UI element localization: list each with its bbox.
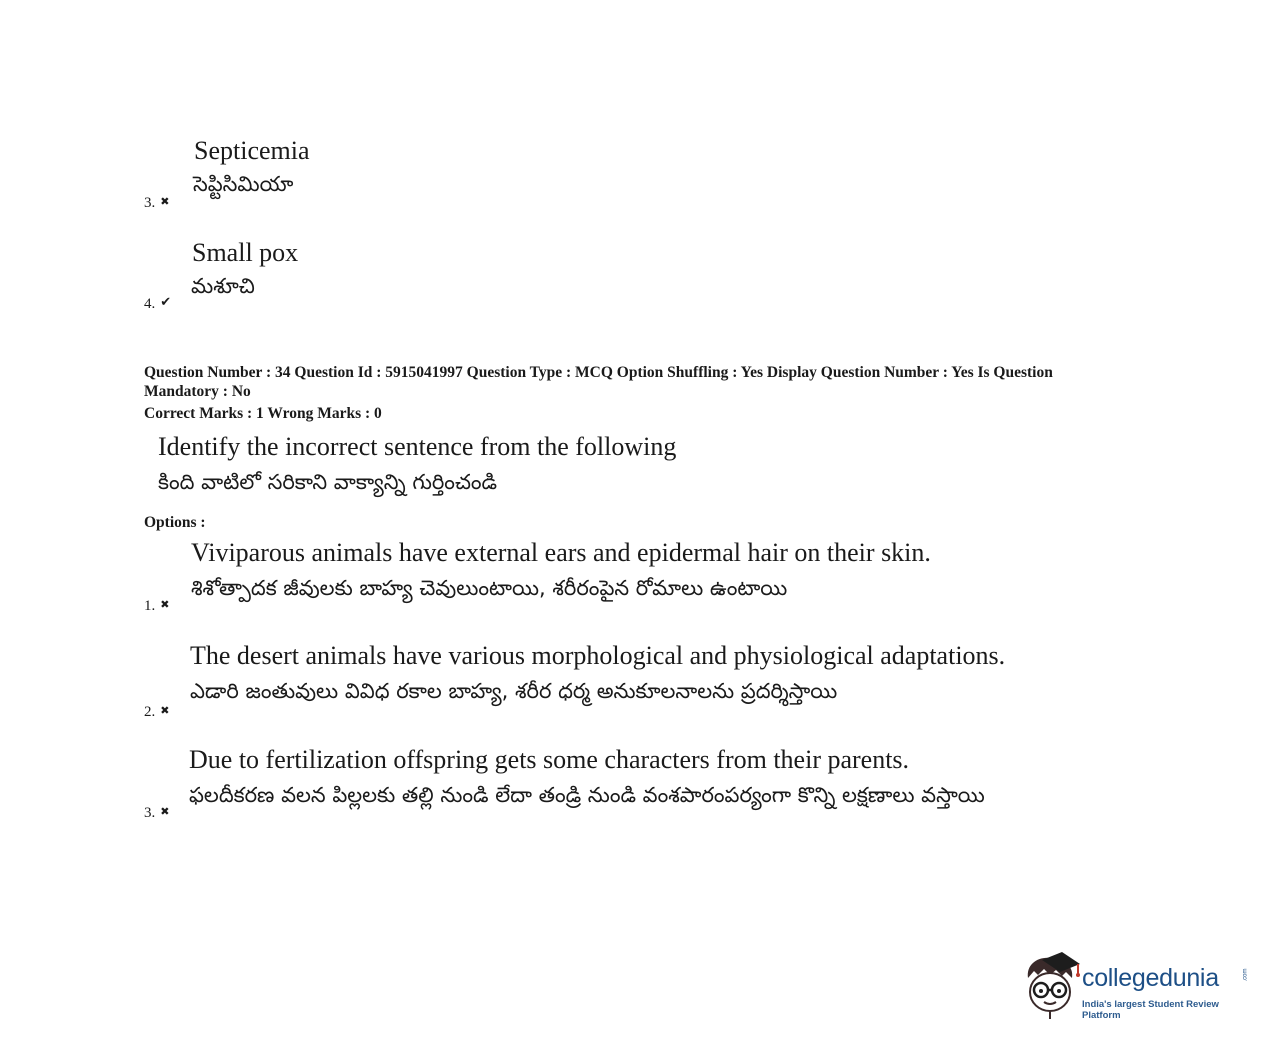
check-icon: ✔ — [160, 295, 172, 310]
cross-icon: ✖ — [160, 704, 170, 717]
prev-option-4-number: 4. — [144, 296, 156, 312]
prev-option-3-telugu: సెప్టిసిమియా — [193, 172, 294, 196]
question-marks: Correct Marks : 1 Wrong Marks : 0 — [144, 405, 382, 422]
prev-option-4-telugu: మశూచి — [191, 274, 255, 298]
option-3-english: Due to fertilization offspring gets some characters from their parents. — [189, 745, 910, 774]
option-1-telugu: శిశోత్పాదక జీవులకు బాహ్య చెవులుంటాయి, శరీరంపైన రోమాలు ఉంటాయి — [191, 576, 788, 600]
cross-icon: ✖ — [160, 598, 170, 611]
option-1-number-row — [144, 598, 169, 615]
cross-icon: ✖ — [160, 805, 170, 818]
mascot-icon — [1022, 950, 1082, 1022]
logo-tagline: India's largest Student Review Platform — [1082, 999, 1219, 1021]
prev-option-3-number-row — [144, 195, 169, 212]
prev-option-4-english: Small pox — [192, 238, 299, 267]
logo-name: collegedunia — [1082, 964, 1219, 992]
option-2-number: 2. — [144, 704, 156, 720]
collegedunia-logo — [1022, 950, 1252, 1022]
option-3-number: 3. — [144, 805, 156, 821]
prev-option-4-number-row — [144, 295, 171, 313]
option-3-telugu: ఫలదీకరణ వలన పిల్లలకు తల్లి నుండి లేదా తండ్రి నుండి వంశపారంపర్యంగా కొన్ని లక్షణాలు వస్తాయి — [189, 783, 985, 807]
question-meta-line2: Mandatory : No — [144, 383, 251, 400]
option-2-telugu: ఎడారి జంతువులు వివిధ రకాల బాహ్య, శరీర ధర్మ అనుకూలనాలను ప్రదర్శిస్తాయి — [190, 679, 838, 703]
prev-option-3-number: 3. — [144, 195, 156, 211]
option-1-english: Viviparous animals have external ears and epidermal hair on their skin. — [191, 538, 931, 567]
question-english: Identify the incorrect sentence from the following — [158, 432, 677, 461]
question-meta-line1: Question Number : 34 Question Id : 5915041997 Question Type : MCQ Option Shuffling : Yes Display Question Number : Yes Is Question — [144, 364, 1053, 381]
prev-option-3-english: Septicemia — [194, 136, 310, 165]
question-telugu: కింది వాటిలో సరికాని వాక్యాన్ని గుర్తించండి — [158, 470, 498, 494]
options-label: Options : — [144, 514, 206, 531]
option-2-number-row — [144, 704, 169, 721]
option-2-english: The desert animals have various morphological and physiological adaptations. — [190, 641, 1006, 670]
option-3-number-row — [144, 805, 169, 822]
option-1-number: 1. — [144, 598, 156, 614]
logo-suffix: .com — [1242, 968, 1249, 982]
cross-icon: ✖ — [160, 195, 170, 208]
